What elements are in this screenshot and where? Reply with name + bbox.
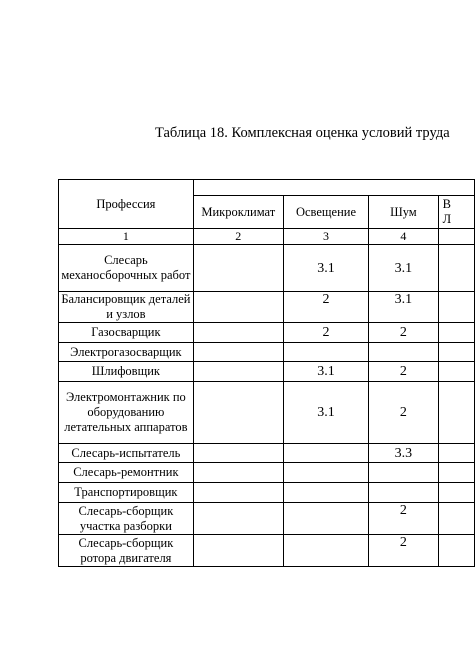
column-number-empty — [438, 229, 474, 245]
microclimate-header: Микроклимат — [193, 196, 283, 229]
lighting-cell — [283, 535, 368, 567]
profession-cell: Электромонтажник по оборудованию летательных аппаратов — [59, 382, 194, 444]
noise-cell — [369, 343, 438, 362]
empty-cell — [438, 444, 474, 463]
microclimate-cell — [193, 535, 283, 567]
profession-cell: Слесарь-ремонтник — [59, 463, 194, 483]
profession-cell: Слесарь механосборочных работ — [59, 245, 194, 292]
table-row — [59, 535, 475, 567]
lighting-cell: 2 — [283, 292, 368, 323]
profession-cell: Электрогазосварщик — [59, 343, 194, 362]
empty-cell — [438, 535, 474, 567]
lighting-cell — [283, 503, 368, 535]
table-row — [59, 463, 475, 483]
table-row — [59, 323, 475, 343]
table-row — [59, 292, 475, 323]
table-row — [59, 503, 475, 535]
microclimate-cell — [193, 483, 283, 503]
microclimate-cell — [193, 362, 283, 382]
profession-cell: Слесарь-сборщик ротора двигателя — [59, 535, 194, 567]
profession-cell: Слесарь-сборщик участка разборки — [59, 503, 194, 535]
empty-cell — [438, 343, 474, 362]
lighting-header: Освещение — [283, 196, 368, 229]
lighting-cell — [283, 483, 368, 503]
lighting-cell — [283, 463, 368, 483]
table-row — [59, 245, 475, 292]
empty-cell — [438, 382, 474, 444]
noise-cell: 2 — [369, 362, 438, 382]
noise-cell: 2 — [369, 535, 438, 567]
profession-cell: Балансировщик деталей и узлов — [59, 292, 194, 323]
microclimate-cell — [193, 444, 283, 463]
empty-cell — [438, 323, 474, 343]
table-row — [59, 362, 475, 382]
table-row — [59, 444, 475, 463]
profession-cell: Газосварщик — [59, 323, 194, 343]
microclimate-cell — [193, 292, 283, 323]
noise-cell: 3.3 — [369, 444, 438, 463]
noise-header: Шум — [369, 196, 438, 229]
lighting-cell — [283, 343, 368, 362]
column-number: 4 — [369, 229, 438, 245]
microclimate-cell — [193, 463, 283, 483]
noise-cell — [369, 483, 438, 503]
empty-cell — [438, 362, 474, 382]
table-row — [59, 483, 475, 503]
truncated-factor-header: В Л — [438, 196, 474, 229]
lighting-cell: 3.1 — [283, 245, 368, 292]
noise-cell: 3.1 — [369, 292, 438, 323]
profession-cell: Транспортировщик — [59, 483, 194, 503]
empty-cell — [438, 483, 474, 503]
noise-cell: 2 — [369, 382, 438, 444]
working-conditions-table — [58, 179, 475, 567]
profession-header: Профессия — [59, 180, 194, 229]
lighting-cell: 2 — [283, 323, 368, 343]
microclimate-cell — [193, 323, 283, 343]
microclimate-cell — [193, 503, 283, 535]
table-caption: Таблица 18. Комплексная оценка условий труда — [155, 125, 450, 141]
lighting-cell — [283, 444, 368, 463]
empty-cell — [438, 503, 474, 535]
microclimate-cell — [193, 343, 283, 362]
microclimate-cell — [193, 245, 283, 292]
noise-cell: 2 — [369, 503, 438, 535]
table-row — [59, 382, 475, 444]
table-row — [59, 343, 475, 362]
lighting-cell: 3.1 — [283, 362, 368, 382]
factors-group-header — [193, 180, 474, 196]
microclimate-cell — [193, 382, 283, 444]
column-number-row — [59, 229, 475, 245]
profession-cell: Слесарь-испытатель — [59, 444, 194, 463]
empty-cell — [438, 463, 474, 483]
column-number: 3 — [283, 229, 368, 245]
column-number: 1 — [59, 229, 194, 245]
noise-cell: 2 — [369, 323, 438, 343]
noise-cell — [369, 463, 438, 483]
header-row — [59, 180, 475, 196]
profession-cell: Шлифовщик — [59, 362, 194, 382]
lighting-cell: 3.1 — [283, 382, 368, 444]
empty-cell — [438, 292, 474, 323]
empty-cell — [438, 245, 474, 292]
noise-cell: 3.1 — [369, 245, 438, 292]
column-number: 2 — [193, 229, 283, 245]
